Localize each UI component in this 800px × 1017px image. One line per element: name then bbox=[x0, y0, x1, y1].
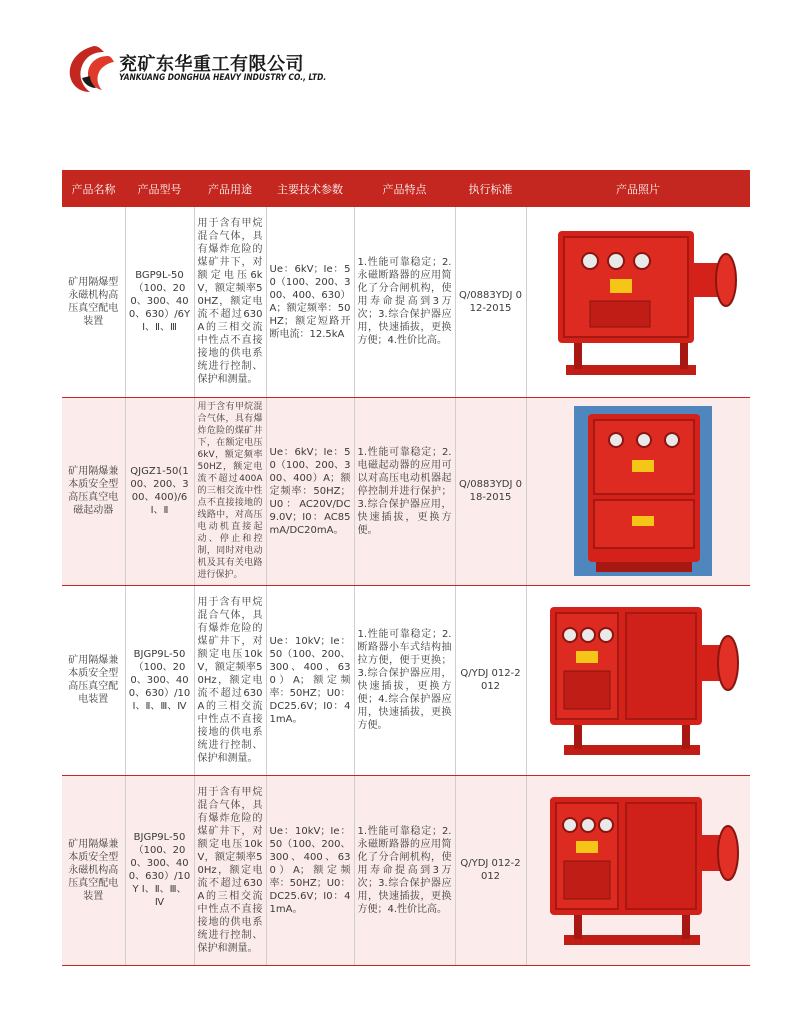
product-usage-cell: 用于含有甲烷混合气体，具有爆炸危险的煤矿井下，对额定电压10kV，额定频率50Hz，额定电流不超过630A的三相交流中性点不直接接地的供电系统进行控制、保护和测量。 bbox=[194, 775, 266, 965]
switchgear-image bbox=[530, 785, 748, 955]
header-product-photo: 产品照片 bbox=[526, 170, 750, 207]
table-row bbox=[62, 397, 750, 585]
standard-cell: Q/0883YDJ 018-2015 bbox=[455, 397, 526, 585]
product-name-cell: 矿用隔爆兼本质安全型永磁机构高压真空配电装置 bbox=[62, 775, 125, 965]
standard-cell: Q/YDJ 012-2012 bbox=[455, 775, 526, 965]
standard-cell: Q/YDJ 012-2012 bbox=[455, 585, 526, 775]
table-header-row bbox=[62, 170, 750, 207]
technical-params-cell: Ue：6kV；Ie：50（100、200、300、400、630）A；额定频率：50HZ；额定短路开断电流：12.5kA bbox=[266, 207, 354, 397]
product-usage-cell: 用于含有甲烷混合气体，具有爆炸危险的煤矿井下，对额定电压6kV，额定频率50HZ，额定电流不超过630A的三相交流中性点不直接接地的供电系统进行控制、保护和测量。 bbox=[194, 207, 266, 397]
company-header bbox=[64, 42, 327, 98]
product-features-cell: 1.性能可靠稳定；2.永磁断路器的应用简化了分合闸机构，使用寿命提高到3万次；3.综合保护器应用，快速插拔，更换方便；4.性价比高。 bbox=[354, 207, 455, 397]
product-model-cell: BGP9L-50（100、200、300、400、630）/6Y Ⅰ、Ⅱ、Ⅲ bbox=[125, 207, 194, 397]
product-name-cell: 矿用隔爆兼本质安全型高压真空配电装置 bbox=[62, 585, 125, 775]
product-features-cell: 1.性能可靠稳定；2.电磁起动器的应用可以对高压电动机器起停控制并进行保护；3.综合保护器应用，快速插拔，更换方便。 bbox=[354, 397, 455, 585]
electromagnetic-starter-image bbox=[530, 406, 748, 576]
product-photo-cell bbox=[526, 207, 750, 397]
header-technical-params: 主要技术参数 bbox=[266, 170, 354, 207]
product-usage-cell: 用于含有甲烷混合气体，具有爆炸危险的煤矿井下，在额定电压6kV，额定频率50HZ，额定电流不超过400A的三相交流中性点不直接接地的线路中，对高压电动机直接起动、停止和控制，同时对电动机及其有关电路进行保护。 bbox=[194, 397, 266, 585]
company-name-en: YANKUANG DONGHUA HEAVY INDUSTRY CO., LTD. bbox=[119, 73, 327, 83]
table-row bbox=[62, 775, 750, 965]
switchgear-image bbox=[530, 595, 748, 765]
technical-params-cell: Ue：10kV；Ie：50（100、200、300、400、630）A；额定频率：50HZ；U0：DC25.6V；I0：41mA。 bbox=[266, 775, 354, 965]
technical-params-cell: Ue：10kV；Ie：50（100、200、300、400、630）A；额定频率：50HZ；U0：DC25.6V；I0：41mA。 bbox=[266, 585, 354, 775]
product-model-cell: QJGZ1-50(100、200、300、400)/6 Ⅰ、Ⅱ bbox=[125, 397, 194, 585]
standard-cell: Q/0883YDJ 012-2015 bbox=[455, 207, 526, 397]
product-photo-cell bbox=[526, 585, 750, 775]
company-name-cn: 兖矿东华重工有限公司 bbox=[119, 54, 304, 75]
header-product-name: 产品名称 bbox=[62, 170, 125, 207]
header-product-model: 产品型号 bbox=[125, 170, 194, 207]
table-row bbox=[62, 585, 750, 775]
explosion-proof-switchgear-image bbox=[530, 217, 748, 387]
table-row bbox=[62, 207, 750, 397]
header-product-usage: 产品用途 bbox=[194, 170, 266, 207]
company-logo-icon bbox=[64, 42, 116, 94]
product-features-cell: 1.性能可靠稳定；2.永磁断路器的应用简化了分合闸机构，使用寿命提高到3万次；3.综合保护器应用，快速插拔，更换方便；4.性价比高。 bbox=[354, 775, 455, 965]
product-photo-cell bbox=[526, 775, 750, 965]
product-table bbox=[62, 170, 750, 966]
product-usage-cell: 用于含有甲烷混合气体，具有爆炸危险的煤矿井下，对额定电压10kV，额定频率50Hz，额定电流不超过630A的三相交流中性点不直接接地的供电系统进行控制、保护和测量。 bbox=[194, 585, 266, 775]
header-product-features: 产品特点 bbox=[354, 170, 455, 207]
product-model-cell: BJGP9L-50（100、200、300、400、630）/10 Ⅰ、Ⅱ、Ⅲ、Ⅳ bbox=[125, 585, 194, 775]
product-features-cell: 1.性能可靠稳定；2.断路器小车式结构抽拉方便，便于更换；3.综合保护器应用，快速插拔，更换方便；4.综合保护器应用，快速插拔，更换方便。 bbox=[354, 585, 455, 775]
product-name-cell: 矿用隔爆型永磁机构高压真空配电装置 bbox=[62, 207, 125, 397]
technical-params-cell: Ue：6kV；Ie：50（100、200、300、400）A；额定频率：50HZ；U0：AC20V/DC9.0V；I0：AC85mA/DC20mA。 bbox=[266, 397, 354, 585]
product-name-cell: 矿用隔爆兼本质安全型高压真空电磁起动器 bbox=[62, 397, 125, 585]
product-photo-cell bbox=[526, 397, 750, 585]
header-standard: 执行标准 bbox=[455, 170, 526, 207]
product-model-cell: BJGP9L-50（100、200、300、400、630）/10Y Ⅰ、Ⅱ、Ⅲ、Ⅳ bbox=[125, 775, 194, 965]
